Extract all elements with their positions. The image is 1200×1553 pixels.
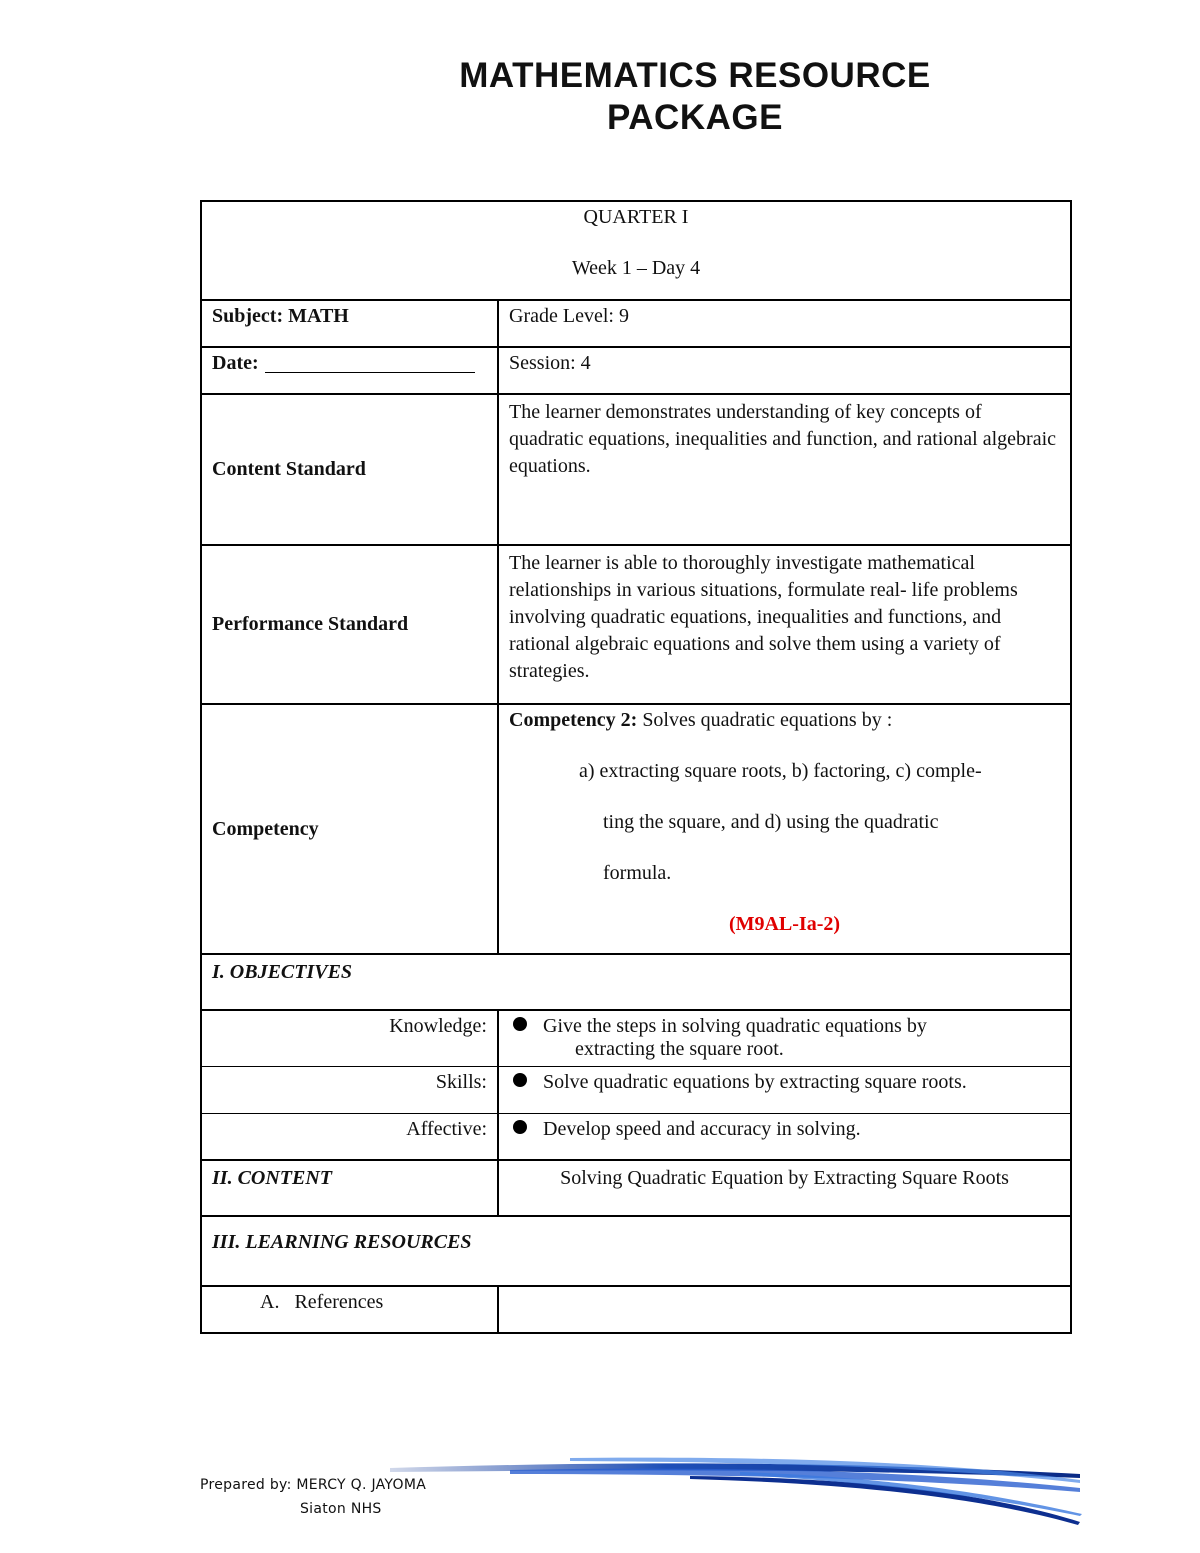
title-line-2: PACKAGE (607, 98, 783, 137)
competency-code: (M9AL-Ia-2) (728, 913, 841, 935)
content-text: Solving Quadratic Equation by Extracting Square Roots (498, 1160, 1071, 1216)
grade-level: Grade Level: 9 (498, 300, 1071, 347)
competency-line-2: ting the square, and d) using the quadratic (603, 811, 939, 833)
affective-label: Affective: (201, 1113, 498, 1160)
objectives-heading-row (201, 954, 1071, 1010)
session-value: Session: 4 (498, 347, 1071, 394)
affective-text: Develop speed and accuracy in solving. (543, 1117, 861, 1140)
header-row (201, 201, 1071, 300)
references-value (498, 1286, 1071, 1333)
skills-text: Solve quadratic equations by extracting square roots. (543, 1070, 967, 1093)
week-day-label: Week 1 – Day 4 (571, 257, 701, 279)
resources-heading-row (201, 1216, 1071, 1286)
competency-line-3: formula. (603, 862, 672, 884)
content-standard-row (201, 394, 1071, 545)
subject-row (201, 300, 1071, 347)
subject-label: Subject: (212, 305, 284, 327)
resources-heading: III. LEARNING RESOURCES (201, 1216, 1071, 1286)
date-blank-line (265, 352, 475, 373)
lesson-plan-table (200, 200, 1072, 1334)
references-row (201, 1286, 1071, 1333)
competency-label: Competency (201, 704, 498, 954)
knowledge-line-1: Give the steps in solving quadratic equations by (543, 1015, 927, 1037)
performance-standard-text: The learner is able to thoroughly investigate mathematical relationships in various situations, formulate real- life problems involving quadratic equations, inequalities and functions, and rational algebraic equations and solve them using a variety of strategies. (498, 545, 1071, 704)
bullet-icon (513, 1017, 527, 1031)
skills-label: Skills: (201, 1066, 498, 1113)
quarter-label: QUARTER I (583, 206, 689, 228)
references-label: A. References (201, 1286, 498, 1333)
date-row (201, 347, 1071, 394)
performance-standard-label: Performance Standard (201, 545, 498, 704)
competency-heading: Competency 2: (509, 709, 638, 731)
competency-intro: Solves quadratic equations by : (642, 709, 893, 731)
knowledge-row (201, 1010, 1071, 1066)
performance-standard-row (201, 545, 1071, 704)
competency-row (201, 704, 1071, 954)
title-line-1: MATHEMATICS RESOURCE (459, 56, 931, 95)
affective-row (201, 1113, 1071, 1160)
content-heading: II. CONTENT (201, 1160, 498, 1216)
footer-swoosh-graphic (390, 1448, 1085, 1528)
knowledge-line-2: extracting the square root. (575, 1038, 784, 1060)
bullet-icon (513, 1073, 527, 1087)
page-title (395, 55, 995, 139)
school-name: Siaton NHS (300, 1501, 382, 1517)
subject-value: MATH (288, 305, 349, 327)
prepared-by: Prepared by: MERCY Q. JAYOMA (200, 1477, 427, 1493)
knowledge-label: Knowledge: (201, 1010, 498, 1066)
bullet-icon (513, 1120, 527, 1134)
content-row (201, 1160, 1071, 1216)
content-standard-text: The learner demonstrates understanding of key concepts of quadratic equations, inequalities and function, and rational algebraic equations. (498, 394, 1071, 545)
objectives-heading: I. OBJECTIVES (201, 954, 1071, 1010)
skills-row (201, 1066, 1071, 1113)
competency-line-1: a) extracting square roots, b) factoring, c) comple- (579, 760, 982, 782)
content-standard-label: Content Standard (201, 394, 498, 545)
date-label: Date: (212, 352, 259, 374)
